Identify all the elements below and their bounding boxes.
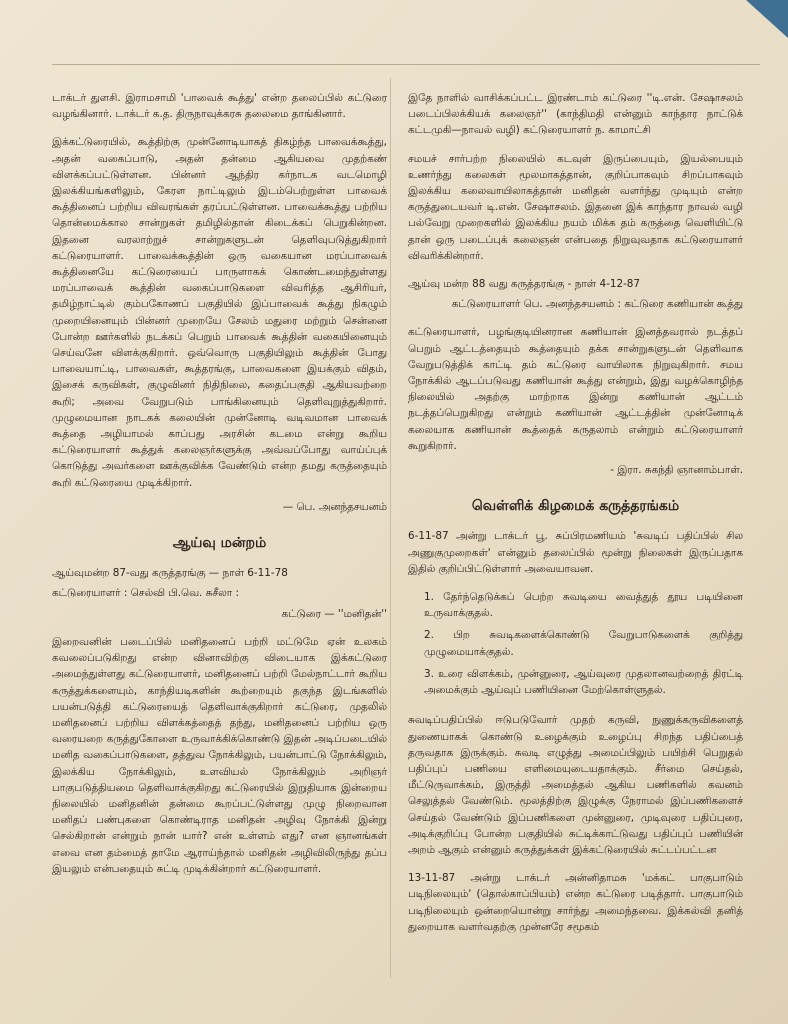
title-line: கட்டுரை — ''மனிதன்'' (281, 607, 387, 620)
session-line: ஆய்வு மன்ற 88 வது கருத்தரங்கு - நாள் 4-12-87 (408, 278, 641, 291)
suvadi-paragraph: சுவடிப்பதிப்பில் ஈடுபடுவோர் முதற் கருவி, நுணுக்கருவிகளைத் துணையாகக் கொண்டு உழைக்கும் உழைப்பு சிறந்த பதிப்பைத் தருவதாக இருக்கும். சுவடி எழுத்து அமைப்பிலும் பயிற்சி பெறுதல் பதிப்புப் பணியை எளிமையுடையதாக்கும். சீர்மை செய்தல், மீட்டுருவாக்கம், இருத்தி அமைத்தல் ஆகிய பணிகளில் கவனம் செலுத்தல் வேண்டும். மூலத்திற்கு இழுக்கு நேராமல் இப்பணிகளைச் செய்தல் வேண்டும் இப்பணிகளை முன்னுரை, முடிவுரை பதிப்புரை, அடிக்குறிப்பு போன்ற பகுதியில் சுட்டிக்காட்டுவது பதிப்புப் பணியின் அறம் ஆகும் என்னும் கருத்துக்கள் இக்கட்டுரையில் சுட்டப்பட்டன (408, 714, 743, 856)
right-column (408, 90, 743, 947)
column-divider (390, 78, 391, 978)
section-heading: வெள்ளிக் கிழமைக் கருத்தரங்கம் (471, 498, 680, 515)
left-column (52, 90, 387, 889)
corner-tab (728, 0, 788, 38)
list-item: 3. உரை விளக்கம், முன்னுரை, ஆய்வுரை முதலானவற்றைத் திரட்டி அமைக்கும் ஆய்வுப் பணியினை மேற்கொள்ளுதல். (424, 667, 743, 697)
section-heading: ஆய்வு மன்றம் (172, 535, 267, 552)
list-item: 1. தேர்ந்தெடுக்கப் பெற்ற சுவடியை வைத்துத் தூய படியினை உருவாக்குதல். (424, 591, 743, 620)
author-line: கட்டுரையாளர் : செல்வி பி.வெ. சுசீலா : (52, 587, 240, 600)
list-item: 2. பிற சுவடிகளைக்கொண்டு வேறுபாடுகளைக் குறித்து முழுமையாக்குதல். (424, 629, 743, 658)
manithan-paragraph: இறைவனின் படைப்பில் மனிதனைப் பற்றி மட்டுமே ஏன் உலகம் கவலைப்படுகிறது என்ற வினாவிற்கு விடையாக இக்கட்டுரை அமைந்துள்ளது கட்டுரையாளர், மனிதனைப் பற்றி மேல்நாட்டார் கூறிய கருத்துக்களையும், காந்தியடிகளின் கூற்றையும் தகுந்த இடங்களில் பயன்படுத்தி கட்டுரையைத் தெளிவாக்குகிறார் கட்டுரை, முதலில் மனிதனைப் பற்றிய விளக்கத்தைத் தந்து, மனிதனைப் பற்றிய ஒரு வரையறை கருத்துகோளை உருவாக்கிக்கொண்டு இதன் அடிப்படையில் மனித வகைப்பாடுகளை, தத்துவ நோக்கிலும், பயன்பாட்டு நோக்கிலும், இலக்கிய நோக்கிலும், உளவியல் நோக்கிலும் அறிஞர் பாகுபடுத்தியமை தெளிவாக்குகிறது கட்டுரையில் இறுதியாக இன்றைய நிலையில் மனிதனின் தன்மை கூறப்பட்டுள்ளது முழு நிறைவான மனிதப் பண்புகளை கொண்டிராத மனிதன் அழிவு நோக்கி இன்று செல்கிறான் என்றும் நான் யார்? என் உள்ளம் எது? என ஞானங்கள் எவை என தம்மைத் தாமே ஆராய்ந்தால் மனிதன் அழிவிலிருந்து தப்ப இயலும் என்பதையும் சுட்டி முடிக்கின்றார் கட்டுரையாளர். (52, 635, 387, 875)
kuthu-paragraph: இக்கட்டுரையில், கூத்திற்கு முன்னோடியாகத் திகழ்ந்த பாவைக்கூத்து, அதன் வகைப்பாடு, அதன் தன்மை ஆகியவை முதற்கண் விளக்கப்பட்டுள்ளன. பின்னர் ஆந்திர கர்நாடக வடமொழி இலக்கியங்களிலும், கேரள நாட்டிலும் இடம்பெற்றுள்ள பாவைக் கூத்தினைப் பற்றிய விவரங்கள் தரப்பட்டுள்ளன. பாவைக்கூத்து பற்றிய தொன்மைக்கால சான்றுகள் தமிழில்தான் கிடைக்கப் பெறுகின்றன. இதனை வரலாற்றுச் சான்றுகளுடன் தெளிவுபடுத்துகிறார் கட்டுரையாளர். பாவைக்கூத்தின் ஒரு வகையான மரப்பாவைக் கூத்தினையே கட்டுரையைப் பாருளாகக் கொண்டமைந்துள்ளது மரப்பாவைக் கூத்தின் வகைப்பாடுகளை விவரித்த ஆசிரியர், தமிழ்நாட்டில் கும்பகோணப் பகுதியில் இப்பாவைக் கூத்து நிகழும் முறையினையும் பின்னர் முறையே சேலம் மதுரை மற்றும் சென்னை போன்ற ஊர்களில் நடக்கப் பெறும் பாவைக் கூத்தின் வகையினையும் செய்வனே விளக்குகிறார். ஒவ்வொரு பகுதியிலும் கூத்தின் போது பாவையாட்டி, பாவைகள், கூத்தரங்கு, பாவைகளை இயக்கும் விதம், இசைக் கருவிகள், குழுவினர் நிதிநிலை, கதைப்பகுதி ஆகியவற்றை கூறி; அவை வேறுபடும் பாங்கினையும் தெளிவுறுத்துகிறார். முழுமையான நாடகக் கலையின் முன்னோடி வடிவமான பாவைக் கூத்தை அழியாமல் காப்பது அரசின் கடமை என்று கூறிய கட்டுரையாளர் கூத்துக் கலைஞர்களுக்கு அவ்வப்போது வாய்ப்புக் கொடுத்து அவர்களை ஊக்குவிக்க வேண்டும் என்ற தமது கருத்தையும் கூறி கட்டுரையை முடிக்கிறார். (52, 136, 387, 489)
intro-paragraph: டாக்டர் துளசி. இராமசாமி 'பாவைக் கூத்து' என்ற தலைப்பில் கட்டுரை வழங்கினார். டாக்டர் க.த. திருநாவுக்கரசு தலைமை தாங்கினார். (52, 92, 387, 121)
signature: - இரா. சுகந்தி ஞானாம்பாள். (610, 464, 743, 477)
signature: — பெ. அனந்தசயனம் (282, 500, 387, 513)
stages-list (408, 589, 743, 698)
session-line: ஆய்வுமன்ற 87-வது கருத்தரங்கு — நாள் 6-11-78 (52, 567, 288, 580)
top-rule (52, 64, 760, 65)
seshachalam-paragraph: சமயச் சார்பற்ற நிலையில் கடவுள் இருப்பையும், இயல்பையும் உணர்ந்து கலைகள் மூலமாகத்தான், குறிப்பாகவும் சிறப்பாகவும் இலக்கிய கலைவாயிலாகத்தான் மனிதன் வளர்ந்து முடியும் என்ற கருத்துடையவர் டி.என். சேஷாசலம். இதனை இக் காந்தார நாவல் வழி பல்வேறு முறைகளில் இலக்கிய நயம் மிக்க தம் கருத்தை வெளியிட்டு தான் ஒரு படைப்புக் கலைஞன் என்பதை நிறுவுவதாக கட்டுரையாளர் விவரிக்கின்றார். (408, 152, 743, 262)
author-line: கட்டுரையாளர் பெ. அனந்தசயனம் : கட்டுரை கணியான் கூத்து (451, 298, 743, 311)
closing-paragraph: 13-11-87 அன்று டாக்டர் அன்னிதாமசு 'மக்கட் பாகுபாடும் படிநிலையும்' (தொல்காப்பியம்) என்ற கட்டுரை படித்தார். பாகுபாடும் படிநிலையும் ஒன்றையொன்று சார்ந்து அமைந்தவை. இக்கல்வி தனித் துறையாக வளர்வதற்கு முன்னரே சமூகம் (408, 872, 743, 933)
kaniyan-paragraph: கட்டுரையாளர், பழங்குடியினரான கணியான் இனத்தவரால் நடத்தப் பெறும் ஆட்டத்தையும் கூத்தையும் தக்க சான்றுகளுடன் தெளிவாக வேறுபடுத்திக் காட்டி தம் கட்டுரை வாயிலாக நிறுவுகிறார். சமய நோக்கில் ஆடப்படுவது கணியான் கூத்து என்றும், இது வழக்கொழிந்த நிலையில் அதற்கு மாற்றாக இன்று கணியான் ஆட்டம் நடத்தப்பெறுகிறது என்றும் கணியான் ஆட்டத்தின் முன்னோடிக் கலையாக கணியான் கூத்தைக் கருதலாம் என்றும் கட்டுரையாளர் கூறுகிறார். (408, 326, 743, 452)
suvadi-intro-paragraph: 6-11-87 அன்று டாக்டர் பூ. சுப்பிரமணியம் 'சுவடிப் பதிப்பில் சில அணுகுமுறைகள்' என்னும் தலைப்பில் மூன்று நிலைகள் இருப்பதாக இதில் குறிப்பிட்டுள்ளார் அவையாவன. (408, 530, 743, 575)
second-article-paragraph: இதே நாளில் வாசிக்கப்பட்ட இரண்டாம் கட்டுரை ''டி.என். சேஷாசலம் படைப்பிலக்கியக் கலைஞர்'' (காந்திமதி என்னும் காந்தார நாட்டுக் கட்டமுகி—நாவல் வழி) கட்டுரையாளர் ந. காமாட்சி (408, 92, 743, 137)
